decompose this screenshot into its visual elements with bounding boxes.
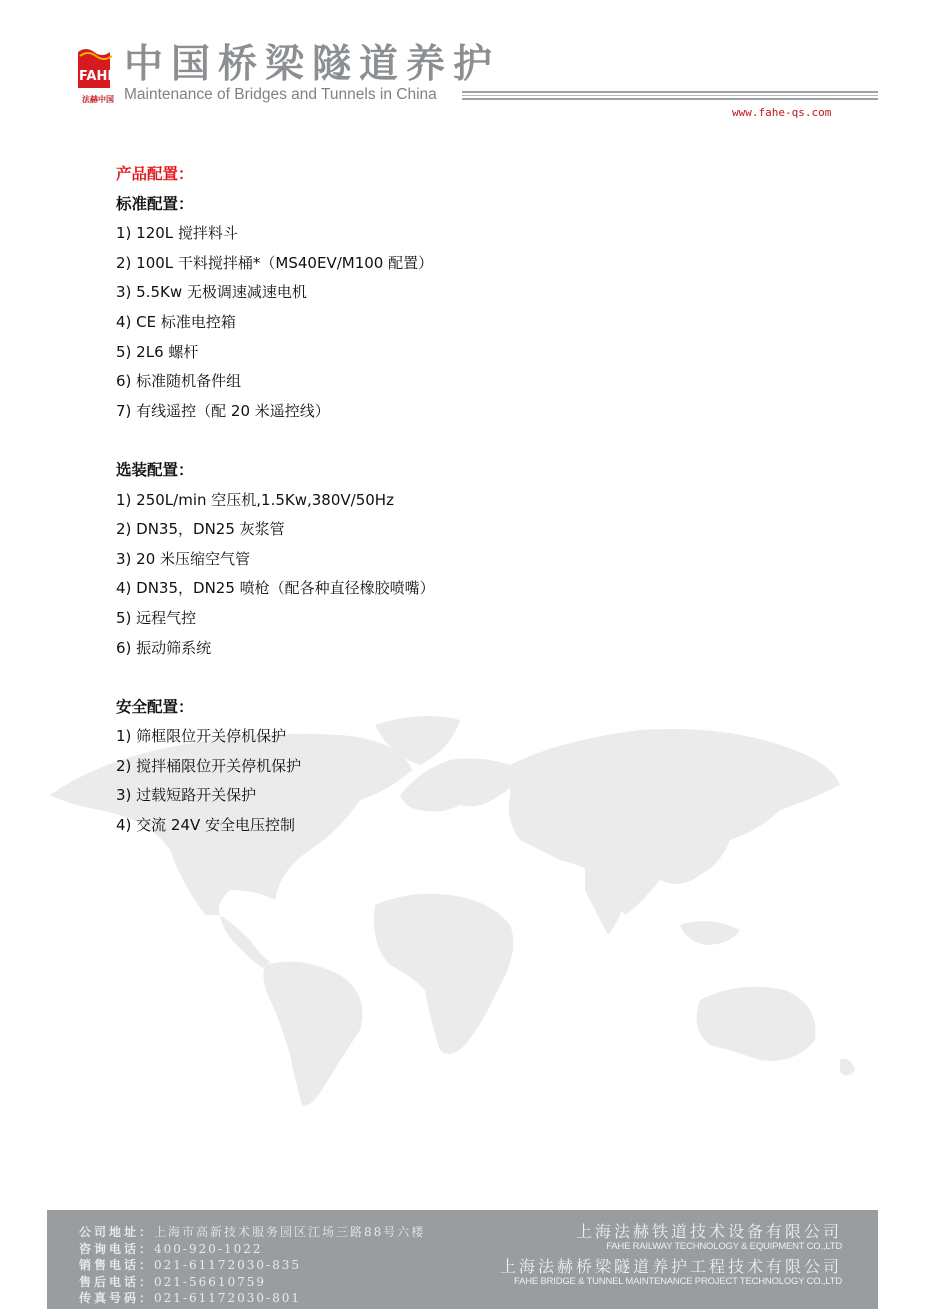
optional-item: 5) 远程气控 <box>116 608 197 627</box>
safety-item: 3) 过载短路开关保护 <box>116 786 257 805</box>
logo-subtext: 法赫中国 <box>82 95 114 104</box>
company2-name-cn: 上海法赫桥梁隧道养护工程技术有限公司 <box>499 1257 842 1276</box>
standard-item: 7) 有线遥控（配 20 米遥控线） <box>116 401 330 420</box>
standard-item: 2) 100L 干料搅拌桶*（MS40EV/M100 配置） <box>116 253 434 272</box>
safety-config-title: 安全配置： <box>116 697 194 716</box>
optional-item: 6) 振动筛系统 <box>116 638 212 657</box>
contact-fax: 传真号码：021-61172030-801 <box>79 1291 302 1306</box>
header-title-cn: 中国桥梁隧道养护 <box>124 42 501 87</box>
company2-name-en: FAHE BRIDGE & TUNNEL MAINTENANCE PROJECT TECHNOLOGY CO.,LTD <box>514 1276 842 1287</box>
company-names <box>500 1222 842 1288</box>
standard-item: 1) 120L 搅拌料斗 <box>116 224 238 243</box>
contact-info <box>79 1224 425 1307</box>
contact-sales-phone: 销售电话：021-61172030-835 <box>79 1258 302 1273</box>
page-footer <box>47 1210 878 1309</box>
contact-service-phone: 售后电话：021-56610759 <box>79 1274 267 1289</box>
optional-item: 1) 250L/min 空压机,1.5Kw,380V/50Hz <box>116 490 394 509</box>
contact-address: 公司地址：上海市高新技术服务园区江场三路88号六楼 <box>79 1225 426 1239</box>
standard-item: 5) 2L6 螺杆 <box>116 342 199 361</box>
optional-item: 3) 20 米压缩空气管 <box>116 549 251 568</box>
product-config-title: 产品配置： <box>116 165 194 183</box>
safety-item: 2) 搅拌桶限位开关停机保护 <box>116 756 302 775</box>
optional-item: 4) DN35，DN25 喷枪（配各种直径橡胶喷嘴） <box>116 579 435 598</box>
optional-config-title: 选装配置： <box>116 460 194 479</box>
header-title-en: Maintenance of Bridges and Tunnels in China <box>124 86 437 103</box>
company1-name-en: FAHE RAILWAY TECHNOLOGY & EQUIPMENT CO.,LTD <box>606 1241 842 1252</box>
safety-item: 1) 筛框限位开关停机保护 <box>116 727 287 746</box>
company1-name-cn: 上海法赫铁道技术设备有限公司 <box>575 1222 842 1241</box>
fahe-logo-icon <box>76 44 120 94</box>
header-rule <box>462 91 878 101</box>
optional-item: 2) DN35，DN25 灰浆管 <box>116 520 285 539</box>
company-logo <box>76 44 120 106</box>
standard-item: 6) 标准随机备件组 <box>116 372 242 391</box>
website-url[interactable]: www.fahe-qs.com <box>732 106 832 119</box>
standard-item: 3) 5.5Kw 无极调速减速电机 <box>116 283 307 302</box>
standard-config-title: 标准配置： <box>116 194 194 213</box>
contact-hotline: 咨询电话：400-920-1022 <box>79 1241 263 1256</box>
svg-text:FAHE: FAHE <box>79 69 117 84</box>
safety-item: 4) 交流 24V 安全电压控制 <box>116 816 296 835</box>
standard-item: 4) CE 标准电控箱 <box>116 312 236 331</box>
product-configuration <box>116 160 816 841</box>
